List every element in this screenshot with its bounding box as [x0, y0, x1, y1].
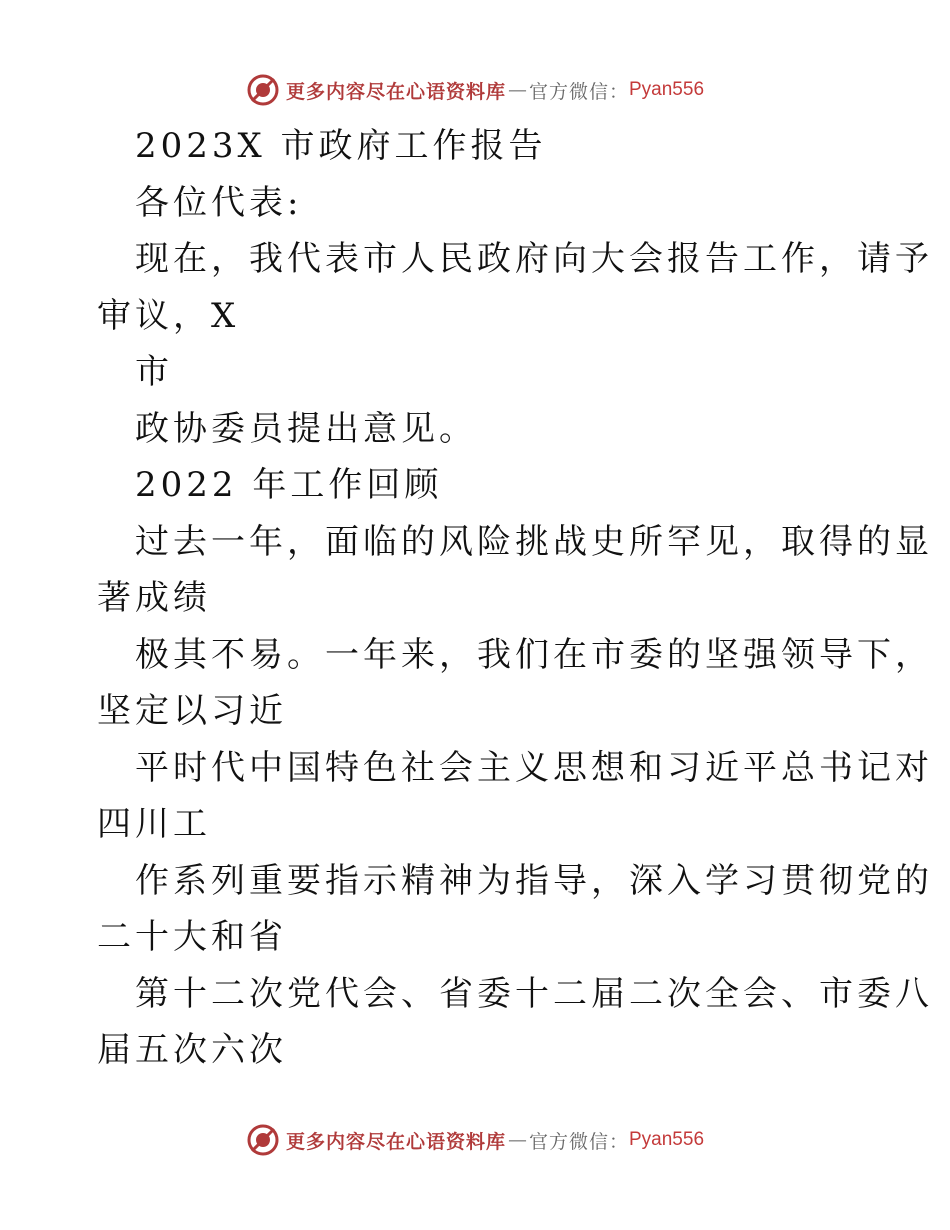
watermark-main-text: 更多内容尽在心语资料库: [285, 80, 506, 103]
text-line: 过去一年，面临的风险挑战史所罕见，取得的显: [135, 521, 933, 562]
section-heading: 2022 年工作回顾: [135, 465, 443, 505]
text-line: 现在，我代表市人民政府向大会报告工作，请予: [135, 239, 933, 279]
text-line: 市: [135, 352, 173, 392]
text-line: 届五次六次: [97, 1030, 287, 1070]
watermark-handle: Pyan556: [629, 79, 705, 100]
document-body: [97, 118, 933, 1079]
text-line: 四川工: [97, 804, 211, 844]
text-line: 坚定以习近: [97, 691, 287, 731]
text-line: 政协委员提出意见。: [135, 408, 477, 449]
watermark-sub-text: 官方微信：: [528, 1130, 629, 1153]
watermark-handle: Pyan556: [629, 1129, 705, 1150]
text-line: 平时代中国特色社会主义思想和习近平总书记对: [135, 747, 933, 788]
watermark-dash: —: [507, 1129, 527, 1151]
text-line: 审议，X: [97, 295, 240, 336]
watermark-dash: —: [507, 79, 527, 101]
watermark-banner-bottom: [0, 1120, 950, 1160]
text-line: 极其不易。一年来，我们在市委的坚强领导下，: [135, 634, 933, 675]
text-line: 作系列重要指示精神为指导，深入学习贯彻党的: [135, 860, 933, 901]
document-title: 2023X 市政府工作报告: [135, 126, 547, 166]
pen-logo-icon: [246, 1123, 280, 1157]
salutation: 各位代表:: [135, 182, 303, 223]
pen-logo-icon: [246, 73, 280, 107]
text-line: 第十二次党代会、省委十二届二次全会、市委八: [135, 973, 933, 1014]
watermark-banner-top: [0, 70, 950, 110]
text-line: 著成绩: [97, 578, 211, 618]
watermark-main-text: 更多内容尽在心语资料库: [285, 1130, 506, 1153]
text-line: 二十大和省: [97, 917, 287, 957]
watermark-sub-text: 官方微信：: [528, 80, 629, 103]
